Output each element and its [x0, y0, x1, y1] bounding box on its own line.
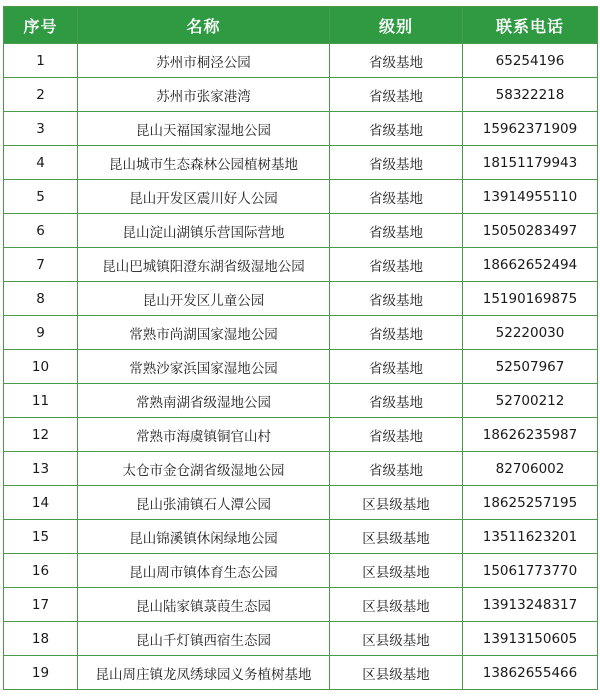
- cell-no: 10: [4, 350, 78, 384]
- cell-no: 18: [4, 622, 78, 656]
- cell-no: 12: [4, 418, 78, 452]
- table-row: [4, 78, 598, 112]
- cell-phone: 18625257195: [463, 486, 598, 520]
- cell-level: 省级基地: [330, 452, 463, 486]
- cell-name: 昆山巴城镇阳澄东湖省级湿地公园: [78, 248, 330, 282]
- cell-name: 昆山周市镇体育生态公园: [78, 554, 330, 588]
- cell-level: 省级基地: [330, 112, 463, 146]
- table-row: [4, 180, 598, 214]
- cell-level: 省级基地: [330, 384, 463, 418]
- cell-no: 13: [4, 452, 78, 486]
- table-row: [4, 146, 598, 180]
- cell-name: 苏州市张家港湾: [78, 78, 330, 112]
- cell-level: 省级基地: [330, 214, 463, 248]
- cell-level: 省级基地: [330, 248, 463, 282]
- cell-level: 省级基地: [330, 350, 463, 384]
- cell-name: 昆山锦溪镇休闲绿地公园: [78, 520, 330, 554]
- cell-level: 区县级基地: [330, 656, 463, 690]
- cell-name: 常熟沙家浜国家湿地公园: [78, 350, 330, 384]
- table-row: [4, 486, 598, 520]
- cell-level: 省级基地: [330, 78, 463, 112]
- cell-no: 14: [4, 486, 78, 520]
- table-row: [4, 214, 598, 248]
- cell-no: 3: [4, 112, 78, 146]
- cell-phone: 18626235987: [463, 418, 598, 452]
- cell-phone: 65254196: [463, 44, 598, 78]
- cell-level: 区县级基地: [330, 520, 463, 554]
- cell-name: 昆山天福国家湿地公园: [78, 112, 330, 146]
- table-row: [4, 588, 598, 622]
- table-row: [4, 418, 598, 452]
- cell-level: 省级基地: [330, 418, 463, 452]
- table-row: [4, 622, 598, 656]
- cell-name: 昆山开发区震川好人公园: [78, 180, 330, 214]
- cell-no: 17: [4, 588, 78, 622]
- cell-phone: 13914955110: [463, 180, 598, 214]
- cell-name: 昆山开发区儿童公园: [78, 282, 330, 316]
- cell-level: 省级基地: [330, 282, 463, 316]
- cell-no: 6: [4, 214, 78, 248]
- cell-no: 5: [4, 180, 78, 214]
- table-row: [4, 554, 598, 588]
- table-header: [4, 7, 598, 44]
- cell-phone: 15190169875: [463, 282, 598, 316]
- cell-phone: 13511623201: [463, 520, 598, 554]
- cell-no: 9: [4, 316, 78, 350]
- cell-level: 区县级基地: [330, 486, 463, 520]
- cell-phone: 15050283497: [463, 214, 598, 248]
- cell-phone: 58322218: [463, 78, 598, 112]
- cell-name: 昆山陆家镇菉葭生态园: [78, 588, 330, 622]
- table-row: [4, 44, 598, 78]
- cell-level: 区县级基地: [330, 622, 463, 656]
- cell-no: 4: [4, 146, 78, 180]
- cell-phone: 18662652494: [463, 248, 598, 282]
- cell-name: 常熟市尚湖国家湿地公园: [78, 316, 330, 350]
- cell-name: 昆山城市生态森林公园植树基地: [78, 146, 330, 180]
- cell-no: 8: [4, 282, 78, 316]
- table-row: [4, 520, 598, 554]
- cell-name: 昆山张浦镇石人潭公园: [78, 486, 330, 520]
- table-row: [4, 452, 598, 486]
- cell-name: 常熟南湖省级湿地公园: [78, 384, 330, 418]
- cell-phone: 52700212: [463, 384, 598, 418]
- cell-level: 省级基地: [330, 180, 463, 214]
- cell-phone: 13913150605: [463, 622, 598, 656]
- cell-name: 太仓市金仓湖省级湿地公园: [78, 452, 330, 486]
- cell-phone: 18151179943: [463, 146, 598, 180]
- cell-no: 1: [4, 44, 78, 78]
- cell-name: 昆山周庄镇龙凤绣球园义务植树基地: [78, 656, 330, 690]
- cell-name: 昆山千灯镇西宿生态园: [78, 622, 330, 656]
- cell-level: 区县级基地: [330, 554, 463, 588]
- header-level: 级别: [330, 7, 463, 44]
- table-body: [4, 44, 598, 690]
- cell-phone: 82706002: [463, 452, 598, 486]
- cell-level: 区县级基地: [330, 588, 463, 622]
- table-row: [4, 316, 598, 350]
- table-row: [4, 282, 598, 316]
- cell-no: 7: [4, 248, 78, 282]
- cell-name: 昆山淀山湖镇乐营国际营地: [78, 214, 330, 248]
- cell-name: 常熟市海虞镇铜官山村: [78, 418, 330, 452]
- cell-no: 15: [4, 520, 78, 554]
- cell-phone: 52507967: [463, 350, 598, 384]
- cell-no: 16: [4, 554, 78, 588]
- table-row: [4, 112, 598, 146]
- table-row: [4, 656, 598, 690]
- cell-name: 苏州市桐泾公园: [78, 44, 330, 78]
- header-row: [4, 7, 598, 44]
- cell-level: 省级基地: [330, 44, 463, 78]
- header-no: 序号: [4, 7, 78, 44]
- cell-no: 11: [4, 384, 78, 418]
- base-table: [3, 6, 598, 690]
- header-phone: 联系电话: [463, 7, 598, 44]
- cell-level: 省级基地: [330, 316, 463, 350]
- cell-phone: 15962371909: [463, 112, 598, 146]
- table-row: [4, 248, 598, 282]
- cell-phone: 15061773770: [463, 554, 598, 588]
- cell-phone: 13862655466: [463, 656, 598, 690]
- table-row: [4, 350, 598, 384]
- cell-no: 2: [4, 78, 78, 112]
- cell-phone: 13913248317: [463, 588, 598, 622]
- table-row: [4, 384, 598, 418]
- header-name: 名称: [78, 7, 330, 44]
- cell-level: 省级基地: [330, 146, 463, 180]
- cell-no: 19: [4, 656, 78, 690]
- cell-phone: 52220030: [463, 316, 598, 350]
